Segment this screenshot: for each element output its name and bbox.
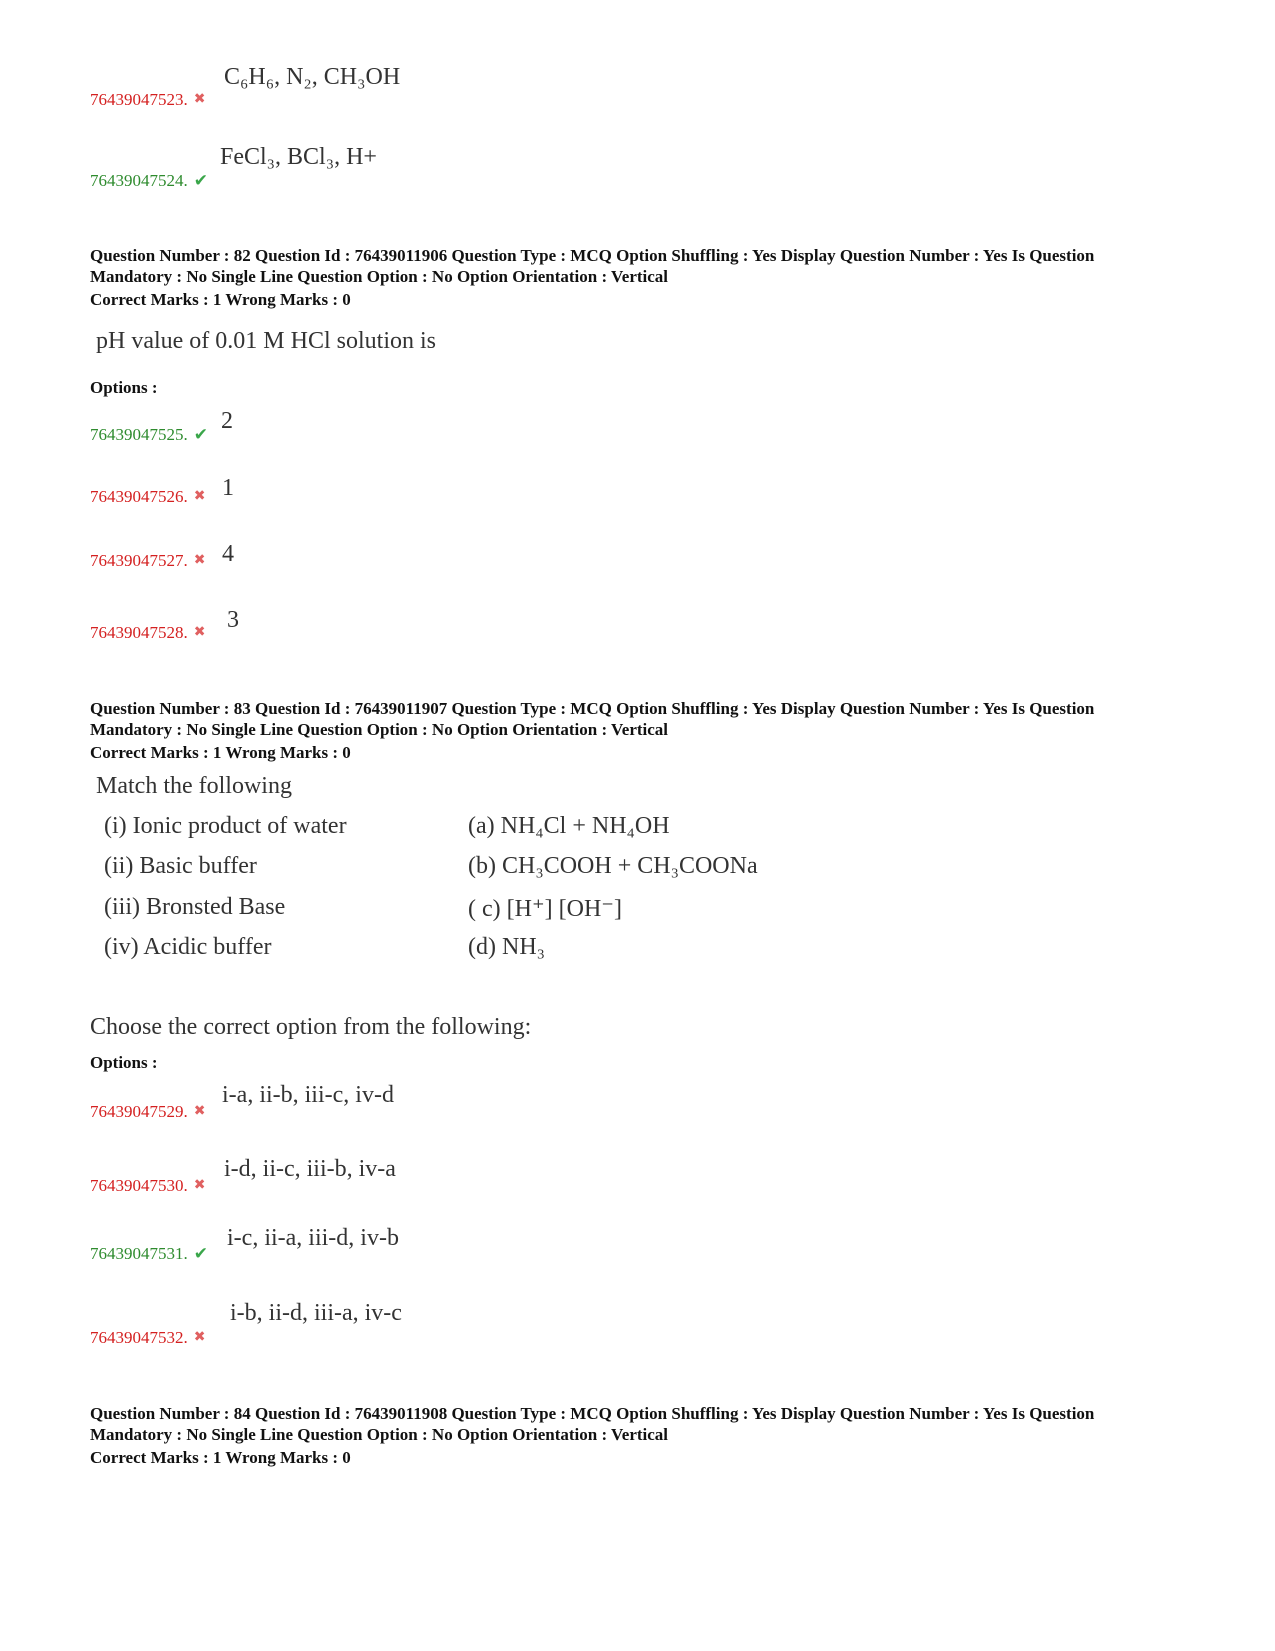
question-meta: Question Number : 82 Question Id : 76439011906 Question Type : MCQ Option Shuffling : Yes Display Question Number : Yes Is Question Mandatory : No Single Line Question Option : No Option Orientation : Vertical [90,246,1095,286]
option-id: 76439047528. ✖ [90,623,206,642]
match-right-item: (b) CH₃COOH + CH₃COONa [468,853,758,879]
option-id: 76439047526. ✖ [90,487,206,506]
option-text: i-d, ii-c, iii-b, iv-a [224,1156,396,1182]
options-label: Options : [90,1053,158,1072]
match-left-item: (iii) Bronsted Base [104,894,286,920]
wrong-icon: ✖ [193,92,206,107]
option-text: C₆H₆, N₂, CH₃OH [224,64,401,90]
match-right-item: (d) NH₃ [468,934,546,960]
wrong-icon: ✖ [193,1178,206,1193]
match-left-item: (i) Ionic product of water [104,813,347,839]
question-stem: pH value of 0.01 M HCl solution is [96,328,436,354]
wrong-icon: ✖ [193,489,206,504]
check-icon: ✔ [193,425,208,444]
option-id: 76439047532. ✖ [90,1328,206,1347]
question-stem: Match the following [96,773,292,799]
option-id: 76439047530. ✖ [90,1176,206,1195]
option-id: 76439047525. ✔ [90,425,208,444]
check-icon: ✔ [193,1244,208,1263]
option-id: 76439047523. ✖ [90,90,206,109]
option-text: 2 [221,408,233,434]
question-marks: Correct Marks : 1 Wrong Marks : 0 [90,290,351,309]
match-right-item: ( c) [H⁺] [OH⁻] [468,896,622,922]
question-meta: Question Number : 83 Question Id : 76439011907 Question Type : MCQ Option Shuffling : Yes Display Question Number : Yes Is Question Mandatory : No Single Line Question Option : No Option Orientation : Vertical [90,699,1095,739]
question-meta: Question Number : 84 Question Id : 76439011908 Question Type : MCQ Option Shuffling : Yes Display Question Number : Yes Is Question Mandatory : No Single Line Question Option : No Option Orientation : Vertical [90,1404,1095,1444]
question-instruction: Choose the correct option from the following: [90,1014,532,1040]
match-right-item: (a) NH₄Cl + NH₄OH [468,813,670,839]
wrong-icon: ✖ [193,1104,206,1119]
option-text: i-b, ii-d, iii-a, iv-c [230,1300,402,1326]
wrong-icon: ✖ [193,1330,206,1345]
question-marks: Correct Marks : 1 Wrong Marks : 0 [90,1448,351,1467]
match-left-item: (iv) Acidic buffer [104,934,272,960]
check-icon: ✔ [193,171,208,190]
option-id: 76439047529. ✖ [90,1102,206,1121]
option-id: 76439047527. ✖ [90,551,206,570]
wrong-icon: ✖ [193,625,206,640]
wrong-icon: ✖ [193,553,206,568]
option-text: i-c, ii-a, iii-d, iv-b [227,1225,399,1251]
option-text: i-a, ii-b, iii-c, iv-d [222,1082,394,1108]
match-left-item: (ii) Basic buffer [104,853,257,879]
option-text: 3 [227,607,239,633]
options-label: Options : [90,378,158,397]
option-text: FeCl₃, BCl₃, H+ [220,144,377,170]
question-marks: Correct Marks : 1 Wrong Marks : 0 [90,743,351,762]
option-id: 76439047524. ✔ [90,171,208,190]
option-text: 4 [222,541,234,567]
option-text: 1 [222,475,234,501]
option-id: 76439047531. ✔ [90,1244,208,1263]
